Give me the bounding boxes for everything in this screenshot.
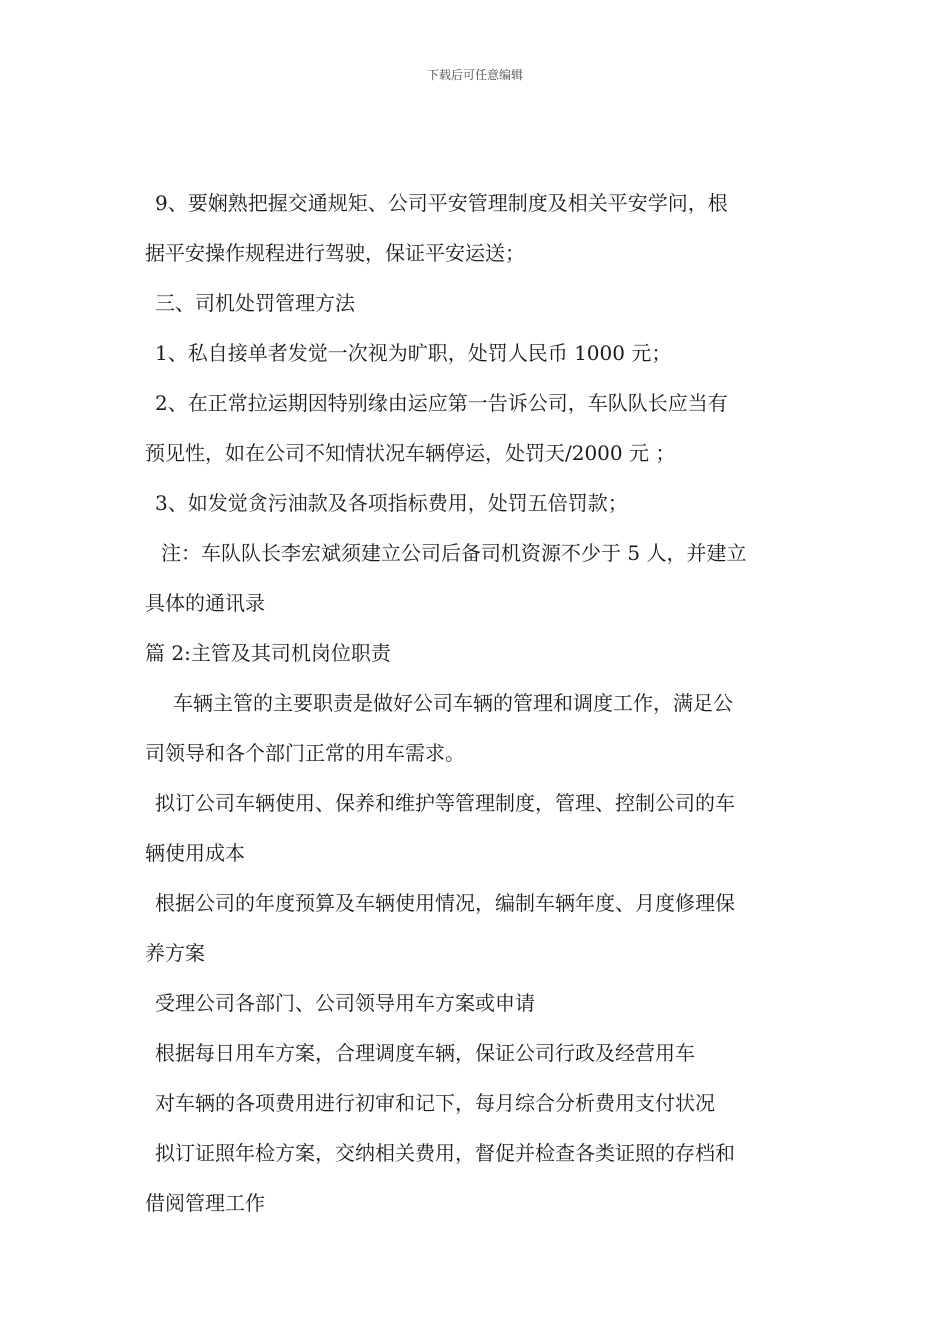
- paragraph-line: 9、要娴熟把握交通规矩、公司平安管理制度及相关平安学问，根: [155, 191, 728, 215]
- duty-item: 根据每日用车方案，合理调度车辆，保证公司行政及经营用车: [155, 1041, 695, 1065]
- paragraph-line: 预见性，如在公司不知情状况车辆停运，处罚天/2000 元 ；: [145, 441, 676, 465]
- document-body: [145, 178, 810, 1228]
- paragraph-line: 司领导和各个部门正常的用车需求。: [145, 741, 465, 765]
- section-heading: 三、司机处罚管理方法: [155, 291, 355, 315]
- paragraph-line: 据平安操作规程进行驾驶，保证平安运送；: [145, 241, 525, 265]
- note-line: 注：车队队长李宏斌须建立公司后备司机资源不少于 5 人，并建立: [161, 541, 747, 565]
- duty-item: 对车辆的各项费用进行初审和记下，每月综合分析费用支付状况: [155, 1091, 715, 1115]
- paragraph-line: 1、私自接单者发觉一次视为旷职，处罚人民币 1000 元；: [155, 341, 672, 365]
- section-heading: 篇 2:主管及其司机岗位职责: [145, 641, 391, 665]
- paragraph-line: 2、在正常拉运期因特别缘由运应第一告诉公司，车队队长应当有: [155, 391, 728, 415]
- duty-item: 根据公司的年度预算及车辆使用情况，编制车辆年度、月度修理保: [155, 891, 735, 915]
- duty-item: 受理公司各部门、公司领导用车方案或申请: [155, 991, 535, 1015]
- note-line: 具体的通讯录: [145, 591, 265, 615]
- duty-item: 拟订公司车辆使用、保养和维护等管理制度，管理、控制公司的车: [155, 791, 735, 815]
- paragraph-line: 车辆主管的主要职责是做好公司车辆的管理和调度工作，满足公: [173, 691, 733, 715]
- paragraph-line: 3、如发觉贪污油款及各项指标费用，处罚五倍罚款；: [155, 491, 628, 515]
- page-header: 下载后可任意编辑: [426, 68, 523, 82]
- duty-item: 拟订证照年检方案，交纳相关费用，督促并检查各类证照的存档和: [155, 1141, 735, 1165]
- duty-item: 养方案: [145, 941, 205, 965]
- duty-item: 借阅管理工作: [145, 1191, 265, 1215]
- duty-item: 辆使用成本: [145, 841, 245, 865]
